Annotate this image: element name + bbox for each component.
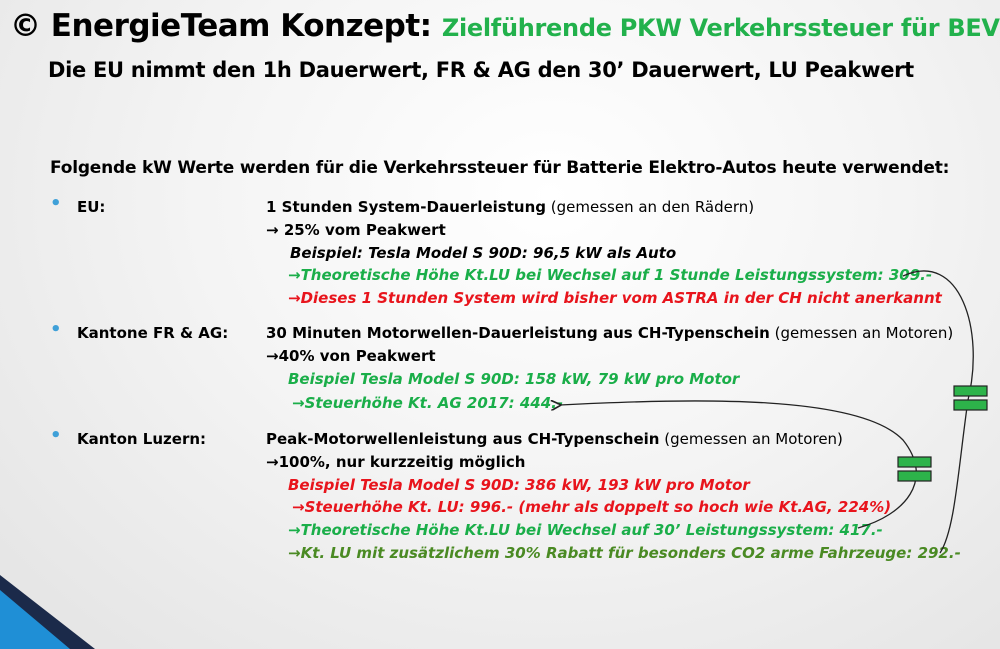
arrow-icon: → xyxy=(288,544,301,562)
arrow-icon: → xyxy=(288,521,301,539)
bullet-fr-ag: • xyxy=(50,319,62,340)
intro-text: Folgende kW Werte werden für die Verkehrssteuer für Batterie Elektro-Autos heute verwendet: xyxy=(50,158,950,178)
label-eu: EU: xyxy=(77,198,106,216)
lu-line-2: Beispiel Tesla Model S 90D: 386 kW, 193 kW pro Motor xyxy=(288,476,750,494)
eu-line-3: →Theoretische Höhe Kt.LU bei Wechsel auf 1 Stunde Leistungssystem: 309.- xyxy=(288,266,933,284)
lu-head: Peak-Motorwellenleistung aus CH-Typenschein (gemessen an Motoren) xyxy=(266,430,843,448)
fr-ag-line-3: →Steuerhöhe Kt. AG 2017: 444.- xyxy=(292,394,564,412)
arrow-icon: → xyxy=(266,347,279,365)
lu-line-3: →Steuerhöhe Kt. LU: 996.- (mehr als doppelt so hoch wie Kt.AG, 224%) xyxy=(292,498,892,516)
fr-ag-head: 30 Minuten Motorwellen-Dauerleistung aus CH-Typenschein (gemessen an Motoren) xyxy=(266,324,954,342)
eu-head: 1 Stunden System-Dauerleistung (gemessen an den Rädern) xyxy=(266,198,755,216)
label-lu: Kanton Luzern: xyxy=(77,430,207,448)
lu-line-5: →Kt. LU mit zusätzlichem 30% Rabatt für besonders CO2 arme Fahrzeuge: 292.- xyxy=(288,544,961,562)
title-sub: Zielführende PKW Verkehrssteuer für BEV xyxy=(441,14,1000,42)
arrow-icon: → xyxy=(266,221,279,239)
arrow-icon: → xyxy=(266,453,279,471)
label-fr-ag: Kantone FR & AG: xyxy=(77,324,229,342)
bullet-lu: • xyxy=(50,425,62,446)
arrow-icon: → xyxy=(288,289,301,307)
arrow-icon: → xyxy=(292,394,305,412)
fr-ag-line-1: →40% von Peakwert xyxy=(266,347,436,365)
eu-line-2: Beispiel: Tesla Model S 90D: 96,5 kW als Auto xyxy=(290,244,677,262)
page-title xyxy=(10,8,1000,44)
lu-line-1: →100%, nur kurzzeitig möglich xyxy=(266,453,526,471)
eu-line-1: → 25% vom Peakwert xyxy=(266,221,446,239)
title-main: © EnergieTeam Konzept: xyxy=(10,8,432,44)
arrow-icon: → xyxy=(288,266,301,284)
arrow-icon: → xyxy=(292,498,305,516)
bullet-eu: • xyxy=(50,193,62,214)
fr-ag-line-2: Beispiel Tesla Model S 90D: 158 kW, 79 kW pro Motor xyxy=(288,370,740,388)
eu-line-4: →Dieses 1 Stunden System wird bisher vom ASTRA in der CH nicht anerkannt xyxy=(288,289,942,307)
lu-line-4: →Theoretische Höhe Kt.LU bei Wechsel auf 30’ Leistungssystem: 417.- xyxy=(288,521,883,539)
page-subtitle: Die EU nimmt den 1h Dauerwert, FR & AG den 30’ Dauerwert, LU Peakwert xyxy=(48,58,914,82)
